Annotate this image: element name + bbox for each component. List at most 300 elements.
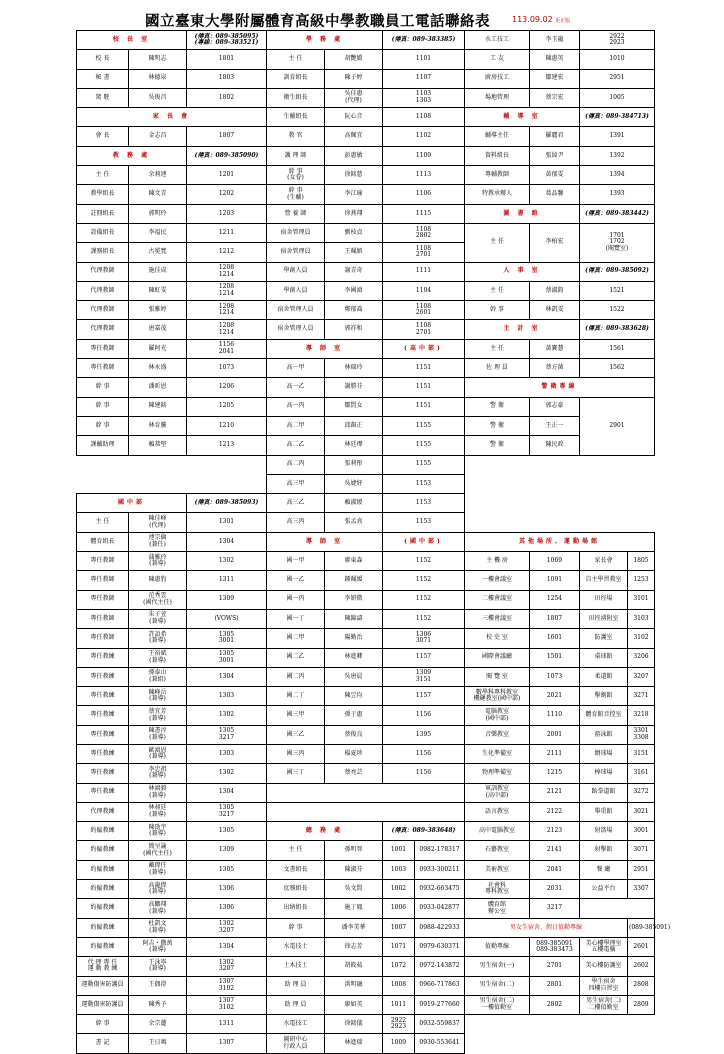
- table-cell: 1802: [187, 88, 267, 107]
- table-cell: 專任教練: [77, 783, 129, 802]
- table-cell: [465, 513, 655, 532]
- table-cell: 唐嘉茂: [129, 320, 187, 339]
- table-cell: 圖研中心 行政人員: [267, 1034, 325, 1053]
- table-cell: 1304: [187, 532, 267, 551]
- table-cell: 高佩宜: [325, 127, 383, 146]
- table-cell: 陳惠豹: [129, 571, 187, 590]
- table-cell: 1113: [383, 166, 465, 185]
- table-cell: 會 長: [77, 127, 129, 146]
- table-cell: 男生宿舍(二): [465, 976, 530, 995]
- table-cell: 1210: [187, 416, 267, 435]
- table-cell: 戴偉任 (兼導): [129, 860, 187, 879]
- table-cell: 陳佳峰 (代理): [129, 513, 187, 532]
- table-cell: 高二丙: [267, 455, 325, 474]
- page-title: 國立臺東大學附屬體育高級中學教職員工電話聯絡表: [145, 14, 490, 30]
- table-cell: 高一乙: [267, 378, 325, 397]
- table-cell: 李妍微: [325, 590, 383, 609]
- table-row: [77, 552, 655, 571]
- section-header: (國中部): [383, 532, 465, 551]
- table-cell: 1309 3151: [383, 667, 465, 686]
- table-cell: 1306: [187, 880, 267, 899]
- table-cell: 高三乙: [267, 494, 325, 513]
- table-cell: 楊夏珍: [325, 744, 383, 763]
- table-cell: 1152: [383, 590, 465, 609]
- table-cell: 施丁鳳: [325, 899, 383, 918]
- table-cell: 林昶廷 (兼導): [129, 802, 187, 821]
- table-cell: 土木技士: [267, 957, 325, 976]
- table-cell: 專任教師: [77, 571, 129, 590]
- table-cell: 專任教師: [77, 552, 129, 571]
- table-cell: 桌球館: [580, 648, 628, 667]
- table-cell: [77, 474, 267, 493]
- table-cell: 幹 事: [77, 1015, 129, 1034]
- table-cell: 男女生宿舍、假日值勤專線: [465, 918, 628, 937]
- fax-number: (傳真：089-383442): [580, 204, 655, 223]
- table-cell: 主 任: [267, 841, 325, 860]
- table-cell: 王日鳴: [129, 1034, 187, 1053]
- table-cell: 運動傷害防護員: [77, 976, 129, 995]
- date-value: 113.09.02: [512, 15, 553, 24]
- table-cell: 徐銘慈: [325, 166, 383, 185]
- table-cell: 1309: [187, 841, 267, 860]
- table-row: [77, 88, 655, 107]
- table-cell: 1103 1303: [383, 88, 465, 107]
- table-cell: 3103: [628, 609, 655, 628]
- table-cell: 幹 事: [465, 301, 530, 320]
- table-cell: 1155: [383, 436, 465, 455]
- table-cell: 吳婕妤: [325, 474, 383, 493]
- table-cell: 王正一: [530, 416, 580, 435]
- table-cell: 1111: [383, 262, 465, 281]
- table-cell: 胡筱茹: [325, 957, 383, 976]
- table-cell: 家長會: [580, 552, 628, 571]
- table-cell: 校 長: [77, 50, 129, 69]
- table-cell: 陳秀予: [129, 995, 187, 1014]
- table-cell: 幹 事: [267, 918, 325, 937]
- table-cell: 幹 事 (生輔): [267, 185, 325, 204]
- table-cell: 國三乙: [267, 725, 325, 744]
- table-cell: 衛生組長: [267, 88, 325, 107]
- table-cell: 1392: [580, 146, 655, 165]
- table-cell: 國一丙: [267, 590, 325, 609]
- table-cell: 約僱教練: [77, 899, 129, 918]
- table-cell: 國三丁: [267, 764, 325, 783]
- table-cell: 田徑湧附室: [580, 609, 628, 628]
- table-cell: 3272: [628, 783, 655, 802]
- table-row: [77, 397, 655, 416]
- table-row: [77, 436, 655, 455]
- table-cell: 0919-277660: [415, 995, 465, 1014]
- table-cell: 1561: [580, 339, 655, 358]
- table-cell: 1304: [187, 667, 267, 686]
- table-cell: 2122: [530, 802, 580, 821]
- table-cell: 幹 事: [77, 397, 129, 416]
- table-row: [77, 706, 655, 725]
- table-cell: 專任教師: [77, 359, 129, 378]
- table-cell: 教 官: [267, 127, 325, 146]
- table-row: [77, 69, 655, 88]
- table-cell: 2951: [580, 69, 655, 88]
- table-row: [77, 648, 655, 667]
- table-cell: 林瑞玲: [325, 359, 383, 378]
- table-cell: 1009: [383, 1034, 415, 1053]
- table-cell: 1302 3207: [187, 918, 267, 937]
- table-cell: 1801: [187, 50, 267, 69]
- table-cell: 幹 事 (女眷): [267, 166, 325, 185]
- table-cell: 軍訓教室 (高中部): [465, 783, 530, 802]
- table-cell: 1254: [530, 590, 580, 609]
- table-row: [77, 378, 655, 397]
- table-cell: [465, 1034, 655, 1053]
- table-cell: 校 史 室: [465, 629, 530, 648]
- table-cell: 賴淑緩: [325, 494, 383, 513]
- table-row: [77, 146, 655, 165]
- table-cell: 1305 3001: [187, 629, 267, 648]
- table-cell: 場地管理: [465, 88, 530, 107]
- table-cell: 1006: [383, 899, 415, 918]
- table-cell: 3218: [628, 706, 655, 725]
- table-cell: 代 理 專 任 運 動 教 練: [77, 957, 129, 976]
- table-row: [77, 1015, 655, 1034]
- table-cell: 射箭場: [580, 822, 628, 841]
- table-cell: 金志昌: [129, 127, 187, 146]
- table-cell: 1205: [187, 397, 267, 416]
- table-cell: 代理教練: [77, 802, 129, 821]
- table-cell: 徐志芳: [325, 937, 383, 956]
- table-cell: 1153: [383, 513, 465, 532]
- table-cell: 0982-178317: [415, 841, 465, 860]
- table-cell: 1215: [530, 764, 580, 783]
- table-cell: 1115: [383, 204, 465, 223]
- table-cell: 出納組長: [267, 899, 325, 918]
- table-cell: [580, 899, 655, 918]
- table-row: [77, 532, 655, 551]
- table-cell: 1011: [383, 995, 415, 1014]
- table-cell: 2601: [628, 937, 655, 956]
- table-cell: 警 衛: [465, 436, 530, 455]
- table-cell: 註冊組長: [77, 204, 129, 223]
- table-row: [77, 860, 655, 879]
- table-cell: 駕 駛: [77, 88, 129, 107]
- table-cell: 水工技工: [465, 31, 530, 50]
- table-cell: 生化準備室: [465, 744, 530, 763]
- table-cell: 0932-663475: [415, 880, 465, 899]
- table-cell: 陳建銘: [129, 397, 187, 416]
- table-cell: 余莉連: [129, 166, 187, 185]
- table-cell: 0933-042877: [415, 899, 465, 918]
- table-cell: 2001: [530, 725, 580, 744]
- section-header: 輔 導 室: [465, 108, 580, 127]
- table-cell: 宿舍管理員: [267, 243, 325, 262]
- table-cell: 國際會議廳: [465, 648, 530, 667]
- table-cell: 林凱雯: [530, 301, 580, 320]
- table-cell: 蔡宜芳 (兼導): [129, 706, 187, 725]
- table-cell: 學創人員: [267, 281, 325, 300]
- fax-number: (傳真：089-385090): [187, 146, 267, 165]
- table-cell: 1108 2701: [383, 243, 465, 262]
- table-cell: 1208 1214: [187, 320, 267, 339]
- table-cell: 幹 事: [77, 416, 129, 435]
- table-cell: 1151: [383, 378, 465, 397]
- table-cell: 美心樓學理室 五樓電腦: [580, 937, 628, 956]
- table-cell: 運動傷害防護員: [77, 995, 129, 1014]
- table-cell: 課輔助理: [77, 436, 129, 455]
- table-row: [77, 262, 655, 281]
- table-cell: 2922 2923: [383, 1015, 415, 1034]
- table-cell: 1152: [383, 571, 465, 590]
- table-cell: 1521: [580, 281, 655, 300]
- table-cell: 1213: [187, 436, 267, 455]
- table-cell: 1069: [530, 552, 580, 571]
- table-row: [77, 841, 655, 860]
- table-cell: 高二乙: [267, 436, 325, 455]
- table-cell: 物理準備室: [465, 764, 530, 783]
- table-cell: (089-385091): [628, 918, 655, 937]
- section-header: 主 計 室: [465, 320, 580, 339]
- table-cell: 1306: [187, 899, 267, 918]
- table-cell: 1110: [530, 706, 580, 725]
- table-cell: 鄒建宏: [530, 69, 580, 88]
- table-cell: 1072: [383, 957, 415, 976]
- table-cell: 余宗蓮: [129, 1015, 187, 1034]
- table-cell: 1003: [383, 860, 415, 879]
- table-cell: 謝勝芬: [325, 378, 383, 397]
- table-cell: 1302: [187, 552, 267, 571]
- table-cell: 1211: [187, 223, 267, 242]
- table-cell: 1305 3217: [187, 725, 267, 744]
- table-cell: 1091: [530, 571, 580, 590]
- table-cell: 林育騰: [129, 416, 187, 435]
- table-cell: 男生宿舍(二) 一樓值勤室: [465, 995, 530, 1014]
- table-cell: 柔道館: [580, 667, 628, 686]
- table-cell: 1562: [580, 359, 655, 378]
- table-cell: 3021: [628, 802, 655, 821]
- section-header: 其他場所、運動場館: [465, 532, 655, 551]
- section-header: 導 師 室: [267, 532, 383, 551]
- table-cell: 1102: [383, 127, 465, 146]
- section-header: (高中部): [383, 339, 465, 358]
- table-cell: 國二丁: [267, 687, 325, 706]
- table-cell: 蔡俊良: [325, 725, 383, 744]
- table-cell: 廖如英: [325, 995, 383, 1014]
- table-cell: 設備組長: [77, 223, 129, 242]
- table-cell: 3001: [628, 822, 655, 841]
- table-cell: 0972-143872: [415, 957, 465, 976]
- table-cell: 國二乙: [267, 648, 325, 667]
- table-cell: 國一乙: [267, 571, 325, 590]
- table-cell: 1208 1214: [187, 301, 267, 320]
- table-cell: 1107: [383, 69, 465, 88]
- table-cell: 2041: [530, 860, 580, 879]
- table-cell: 男生宿舍(二) 二樓值勤室: [580, 995, 628, 1014]
- table-cell: [77, 455, 267, 474]
- table-cell: 潘昕恩: [129, 378, 187, 397]
- table-cell: 1305 3001: [187, 648, 267, 667]
- table-cell: 0988-422933: [415, 918, 465, 937]
- table-row: [77, 513, 655, 532]
- table-cell: 陳明志: [129, 50, 187, 69]
- table-row: [77, 880, 655, 899]
- table-row: [77, 166, 655, 185]
- table-cell: 賴恭堅: [129, 436, 187, 455]
- table-cell: 1303: [187, 687, 267, 706]
- table-cell: 2701: [530, 957, 580, 976]
- table-row: [77, 223, 655, 242]
- table-row: [77, 359, 655, 378]
- section-header: 家 長 會: [77, 108, 267, 127]
- table-cell: 王裕斌 (兼導): [129, 648, 187, 667]
- table-cell: 陳惠英: [530, 50, 580, 69]
- table-cell: 1253: [628, 571, 655, 590]
- section-header: 學 務 處: [267, 31, 383, 50]
- table-cell: 擊劍館: [580, 687, 628, 706]
- table-cell: 2809: [628, 995, 655, 1014]
- table-row: [77, 474, 655, 493]
- table-cell: 3271: [628, 687, 655, 706]
- table-cell: 數學科專科教室 機鏈教室(國中部): [465, 687, 530, 706]
- table-row: [77, 899, 655, 918]
- table-cell: 廚房技工: [465, 69, 530, 88]
- table-cell: 1305: [187, 860, 267, 879]
- table-cell: 鄭郁喬: [325, 301, 383, 320]
- table-cell: 1311: [187, 571, 267, 590]
- table-cell: 助 理 員: [267, 976, 325, 995]
- table-cell: [465, 474, 655, 493]
- table-cell: 1001: [383, 841, 415, 860]
- table-cell: 鄒賢女: [325, 397, 383, 416]
- table-row: [77, 320, 655, 339]
- table-cell: 1394: [580, 166, 655, 185]
- table-cell: 1305: [187, 822, 267, 841]
- table-cell: 游泳館: [580, 725, 628, 744]
- section-header: 國中部: [77, 494, 187, 513]
- table-cell: 吳俊昌: [129, 88, 187, 107]
- table-row: [77, 687, 655, 706]
- table-cell: 許語希 (兼導): [129, 629, 187, 648]
- table-cell: 1155: [383, 416, 465, 435]
- table-cell: 0932-559837: [415, 1015, 465, 1034]
- table-cell: 3161: [628, 764, 655, 783]
- table-cell: 國一丁: [267, 609, 325, 628]
- table-cell: 護 理 師: [267, 146, 325, 165]
- table-row: [77, 571, 655, 590]
- table-cell: 學創人員: [267, 262, 325, 281]
- table-cell: 高鵬翔 (兼導): [129, 899, 187, 918]
- table-cell: 1393: [580, 185, 655, 204]
- table-cell: 陳虹雯: [129, 281, 187, 300]
- table-cell: 洪明融: [325, 976, 383, 995]
- table-cell: 1208 1214: [187, 281, 267, 300]
- table-cell: 1807: [530, 609, 580, 628]
- table-row: [77, 822, 655, 841]
- table-cell: [465, 494, 655, 513]
- table-cell: [465, 1015, 655, 1034]
- table-cell: 1008: [383, 976, 415, 995]
- table-cell: 1108 2601: [383, 301, 465, 320]
- table-cell: 張孟真: [325, 513, 383, 532]
- table-row: [77, 764, 655, 783]
- table-cell: 體育館 辦公室: [465, 899, 530, 918]
- table-row: [77, 918, 655, 937]
- table-cell: 吳唐晨: [325, 667, 383, 686]
- table-cell: 2602: [628, 957, 655, 976]
- table-cell: 網球場: [580, 744, 628, 763]
- table-cell: 蔡亮芸: [325, 764, 383, 783]
- table-cell: 李國鴻: [325, 281, 383, 300]
- table-cell: 陳峰岳 (兼導): [129, 687, 187, 706]
- directory-table: [76, 30, 671, 1054]
- table-row: [77, 783, 655, 802]
- table-cell: 1304: [187, 937, 267, 956]
- table-cell: 國三丙: [267, 744, 325, 763]
- table-cell: 彭惠敏: [325, 146, 383, 165]
- table-cell: 宿舍管理員: [267, 223, 325, 242]
- table-cell: 朱子萱 (兼導): [129, 609, 187, 628]
- table-cell: 郭明玲: [129, 204, 187, 223]
- table-cell: 0933-300211: [415, 860, 465, 879]
- table-cell: 蔡宗宏: [530, 88, 580, 107]
- table-row: [77, 50, 655, 69]
- table-cell: 1309: [187, 590, 267, 609]
- table-cell: 徐銘儀: [325, 1015, 383, 1034]
- table-cell: 高龍偉 (兼導): [129, 880, 187, 899]
- table-cell: 吳佳惠 (代理): [325, 88, 383, 107]
- table-row: [77, 1034, 655, 1053]
- table-cell: 高一甲: [267, 359, 325, 378]
- table-cell: 3102: [628, 629, 655, 648]
- table-cell: 書 記: [77, 1034, 129, 1053]
- table-cell: 專任教師: [77, 590, 129, 609]
- table-cell: 1302: [187, 764, 267, 783]
- table-cell: 1010: [580, 50, 655, 69]
- table-cell: 連宗倫 (兼任): [129, 532, 187, 551]
- table-cell: 1601: [530, 629, 580, 648]
- table-cell: 陳昱均: [325, 687, 383, 706]
- table-cell: 1307 3102: [187, 995, 267, 1014]
- table-cell: 李柏宏: [530, 223, 580, 262]
- section-header: 總 務 處: [267, 822, 383, 841]
- table-cell: 2123: [530, 822, 580, 841]
- table-cell: 1304: [187, 783, 267, 802]
- revision-date: [512, 15, 570, 24]
- table-cell: 約僱教練: [77, 822, 129, 841]
- table-cell: 1007: [383, 918, 415, 937]
- table-cell: 王偶澄: [129, 976, 187, 995]
- table-cell: 1807: [187, 127, 267, 146]
- table-cell: 謝青奇: [325, 262, 383, 281]
- table-cell: 簡呈諭 (國代主任): [129, 841, 187, 860]
- table-cell: 1156: [383, 764, 465, 783]
- table-cell: 專任教練: [77, 706, 129, 725]
- table-cell: 張綾尹: [530, 146, 580, 165]
- table-cell: 蒲雅玲 (兼導): [129, 552, 187, 571]
- table-cell: 教學組長: [77, 185, 129, 204]
- table-cell: 潘李美華: [325, 918, 383, 937]
- table-cell: 美心樓防護室: [580, 957, 628, 976]
- table-cell: 李忠祖 (兼導): [129, 764, 187, 783]
- table-cell: 石藝教室: [465, 841, 530, 860]
- table-cell: [465, 455, 655, 474]
- table-cell: 陽勤治: [325, 629, 383, 648]
- fax-number: (傳真：089-384713): [580, 108, 655, 127]
- table-cell: 1109: [383, 146, 465, 165]
- table-cell: 1206: [187, 378, 267, 397]
- date-note: 更正版: [555, 18, 571, 24]
- table-cell: 營 養 師: [267, 204, 325, 223]
- table-cell: 1302 3207: [187, 957, 267, 976]
- table-cell: 專任教師: [77, 609, 129, 628]
- table-cell: 高一丙: [267, 397, 325, 416]
